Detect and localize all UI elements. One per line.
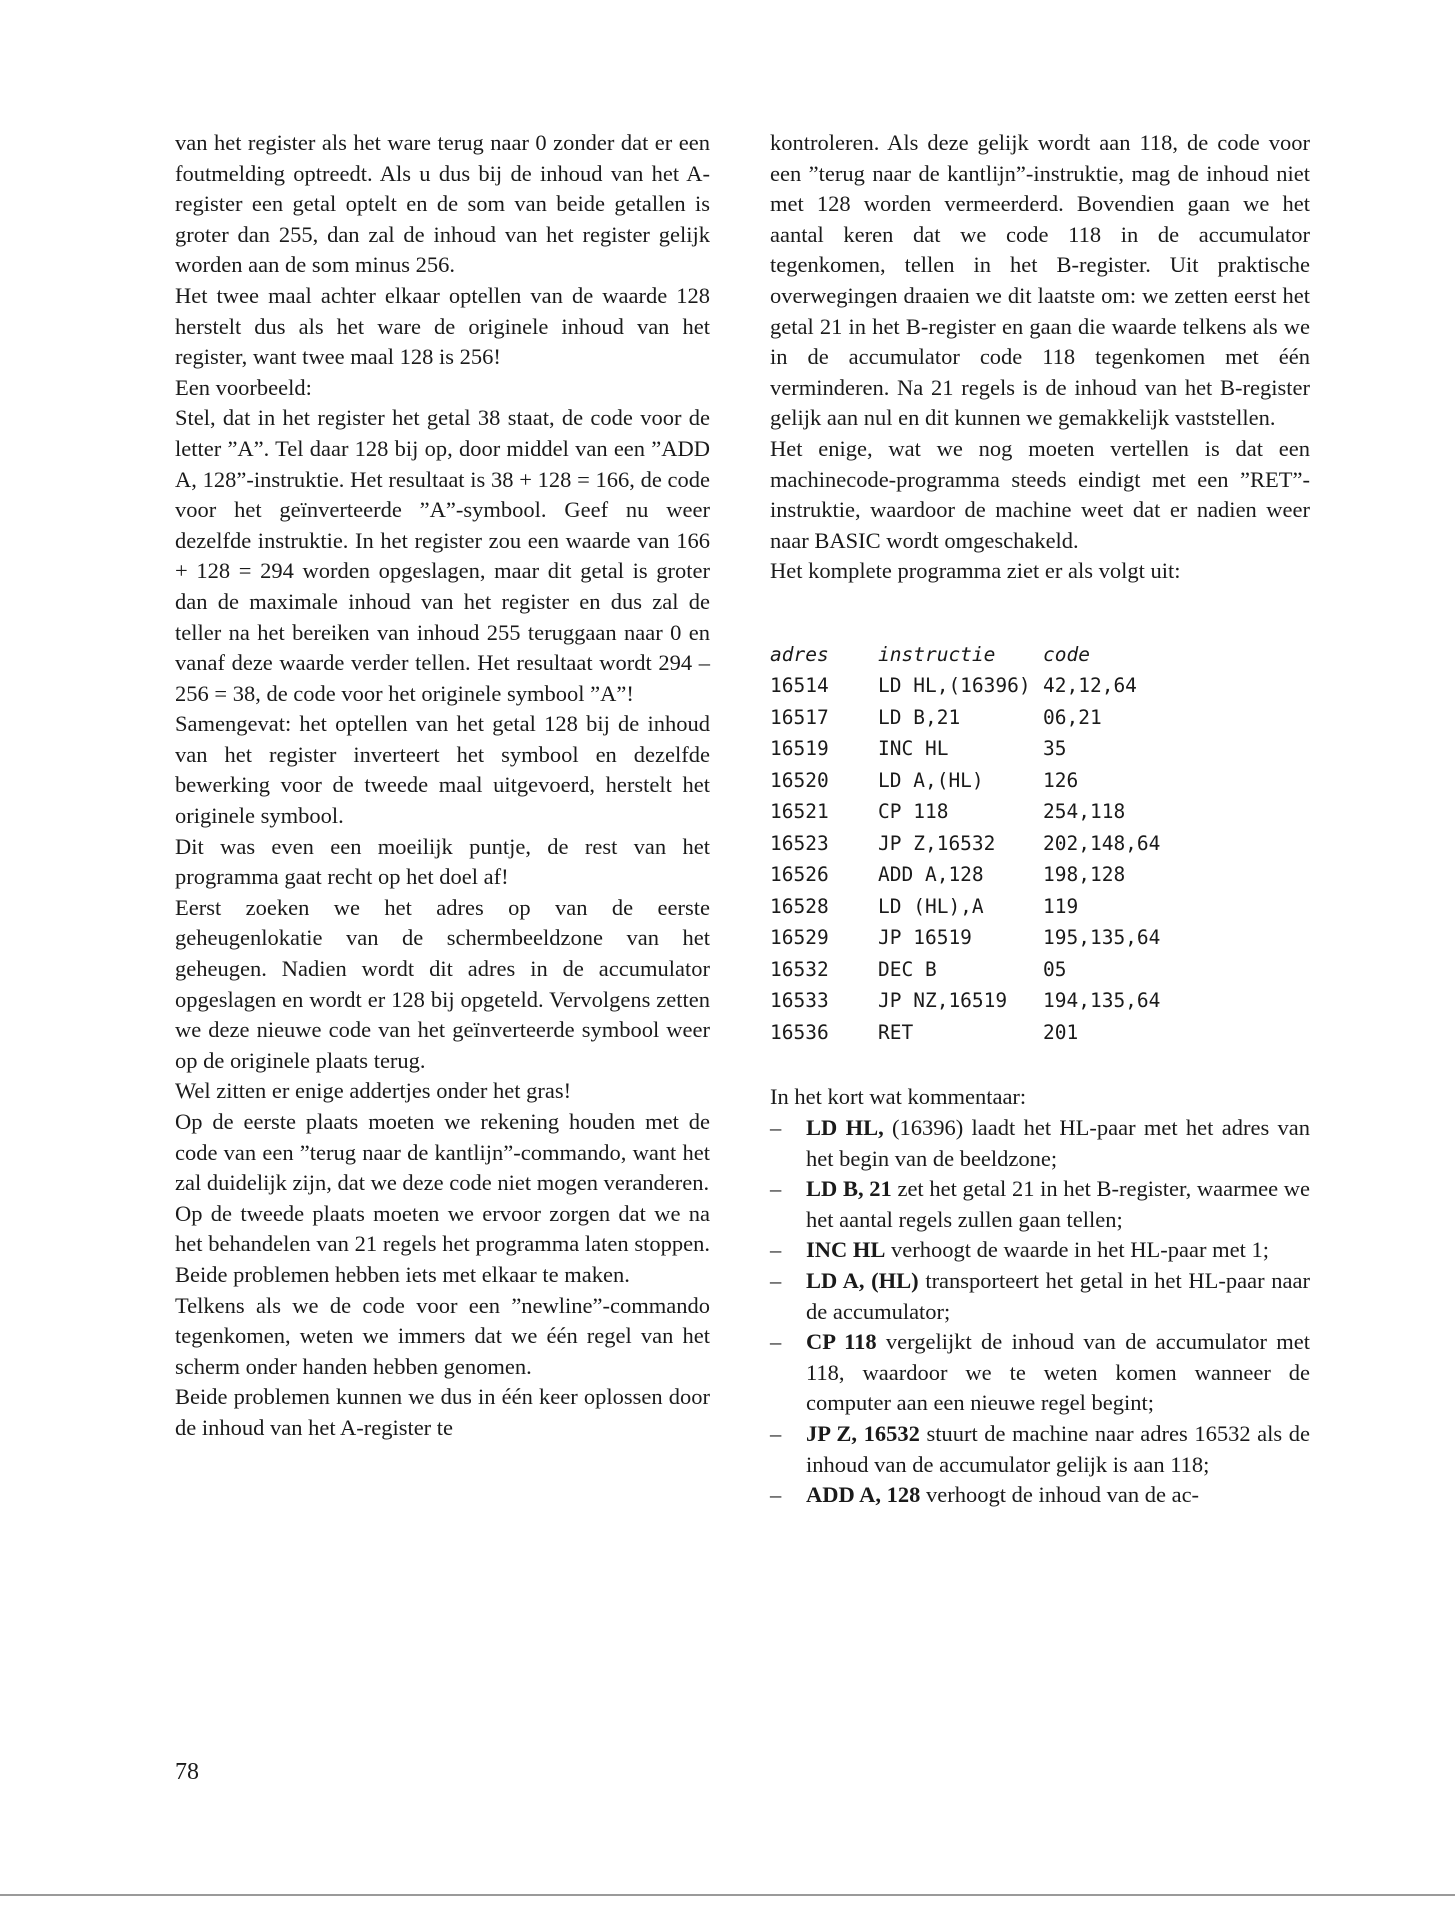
- bottom-rule: [0, 1894, 1455, 1896]
- program-instruction: DEC B: [878, 957, 937, 981]
- comment-instruction: LD B, 21: [806, 1176, 892, 1202]
- dash-bullet: –: [770, 1267, 782, 1293]
- program-address: 16533: [770, 989, 829, 1013]
- program-address: 16523: [770, 831, 829, 855]
- comment-item: [770, 1113, 1310, 1174]
- paragraph: Stel, dat in het register het getal 38 staat, de code voor de letter ”A”. Tel daar 128 bij op, door middel van een ”ADD A, 128”-instruktie. Het resultaat is 38 + 128 = 166, de code voor het geïnverteerde ”A”-symbool. Geef nu weer dezelfde instruktie. In het register zou een waarde van 166 + 128 = 294 worden opgeslagen, maar dit getal is groter dan de maximale inhoud van het register en dus zal de teller na het bereiken van inhoud 255 teruggaan naar 0 en vanaf deze waarde verder tellen. Het resultaat wordt 294 – 256 = 38, de code voor het originele symbool ”A”!: [175, 405, 710, 706]
- program-code: 119: [1043, 894, 1079, 918]
- program-instruction: JP 16519: [878, 926, 972, 950]
- paragraph: Beide problemen kunnen we dus in één keer oplossen door de inhoud van het A-register te: [175, 1384, 710, 1440]
- program-address: 16521: [770, 800, 829, 824]
- program-address: 16514: [770, 674, 829, 698]
- dash-bullet: –: [770, 1115, 782, 1140]
- page-number: 78: [175, 1759, 199, 1785]
- dash-bullet: –: [770, 1420, 782, 1446]
- program-instruction: CP 118: [878, 800, 949, 824]
- paragraph: Op de tweede plaats moeten we ervoor zorgen dat we na het behandelen van 21 regels het programma laten stoppen. Beide problemen hebben iets met elkaar te maken.: [175, 1200, 710, 1287]
- comment-text: zet het getal 21 in het B-register, waarmee we het aantal regels zullen gaan tellen;: [806, 1176, 1310, 1232]
- comment-text: stuurt de machine naar adres 16532 als de inhoud van de accumulator gelijk is aan 118;: [806, 1420, 1310, 1477]
- paragraph: Telkens als we de code voor een ”newline”-commando tegenkomen, weten we immers dat we één regel van het scherm onder handen hebben genomen.: [175, 1292, 710, 1379]
- program-instruction: ADD A,128: [878, 863, 984, 887]
- comment-instruction: INC HL: [806, 1237, 886, 1263]
- program-instruction: LD HL,(16396): [878, 674, 1031, 698]
- program-listing: [770, 639, 1160, 1049]
- comment-heading: In het kort wat kommentaar:: [770, 1084, 1027, 1110]
- program-header-row: [770, 639, 1160, 671]
- program-row: [770, 954, 1160, 986]
- program-row: [770, 765, 1160, 797]
- program-row: [770, 828, 1160, 860]
- program-row: [770, 891, 1160, 923]
- paragraph: Een voorbeeld:: [175, 374, 312, 400]
- program-address: 16526: [770, 863, 829, 887]
- program-code: 254,118: [1043, 800, 1126, 824]
- comment-text: verhoogt de inhoud van de ac-: [920, 1482, 1200, 1508]
- column-header-code: code: [1043, 642, 1090, 666]
- dash-bullet: –: [770, 1176, 782, 1202]
- comment-instruction: JP Z, 16532: [806, 1420, 920, 1446]
- paragraph: Samengevat: het optellen van het getal 128 bij de inhoud van het register inverteert het symbool en dezelfde bewerking voor de tweede maal uitgevoerd, herstelt het originele symbool.: [175, 711, 710, 829]
- program-code: 42,12,64: [1043, 674, 1137, 698]
- paragraph: Het enige, wat we nog moeten vertellen is dat een machinecode-programma steeds eindigt met een ”RET”-instruktie, waardoor de machine weet dat er nadien weer naar BASIC wordt omgeschakeld.: [770, 435, 1310, 553]
- right-column: [770, 128, 1310, 1511]
- program-code: 06,21: [1043, 705, 1102, 729]
- program-address: 16517: [770, 705, 829, 729]
- paragraph: kontroleren. Als deze gelijk wordt aan 118, de code voor een ”terug naar de kantlijn”-instruktie, mag de inhoud niet met 128 worden vermeerderd. Bovendien gaan we het aantal keren dat we code 118 in de accumulator tegenkomen, tellen in het B-register. Uit praktische overwegingen draaien we dit laatste om: we zetten eerst het getal 21 in het B-register en gaan die waarde telkens als we in de accumulator code 118 tegenkomen met één verminderen. Na 21 regels is de inhoud van het B-register gelijk aan nul en dit kunnen we gemakkelijk vaststellen.: [770, 130, 1310, 431]
- program-row: [770, 670, 1160, 702]
- program-instruction: JP Z,16532: [878, 831, 996, 855]
- program-row: [770, 796, 1160, 828]
- comment-list: [770, 1113, 1310, 1511]
- comment-item: [770, 1235, 1310, 1266]
- program-row: [770, 702, 1160, 734]
- program-code: 05: [1043, 957, 1067, 981]
- comment-instruction: CP 118: [806, 1329, 877, 1355]
- program-instruction: LD (HL),A: [878, 894, 984, 918]
- program-instruction: LD A,(HL): [878, 768, 984, 792]
- program-row: [770, 859, 1160, 891]
- paragraph: van het register als het ware terug naar 0 zonder dat er een foutmelding optreedt. Als u dus bij de inhoud van het A-register een getal optelt en de som van beide getallen is groter dan 255, dan zal de inhoud van het register gelijk worden aan de som minus 256.: [175, 130, 710, 278]
- program-instruction: JP NZ,16519: [878, 989, 1008, 1013]
- column-header-instructie: instructie: [878, 642, 996, 666]
- program-row: [770, 922, 1160, 954]
- program-code: 198,128: [1043, 863, 1126, 887]
- program-address: 16519: [770, 737, 829, 761]
- comment-item: [770, 1419, 1310, 1480]
- comment-text: (16396) laadt het HL-paar met het adres van het begin van de beeldzone;: [806, 1115, 1310, 1171]
- program-address: 16528: [770, 894, 829, 918]
- program-address: 16520: [770, 768, 829, 792]
- column-header-adres: adres: [770, 642, 829, 666]
- program-instruction: LD B,21: [878, 705, 961, 729]
- paragraph: Eerst zoeken we het adres op van de eerste geheugenlokatie van de schermbeeldzone van het geheugen. Nadien wordt dit adres in de accumulator opgeslagen en wordt er 128 bij opgeteld. Vervolgens zetten we deze nieuwe code van het geïnverteerde symbool weer op de originele plaats terug.: [175, 894, 710, 1073]
- program-code: 201: [1043, 1020, 1079, 1044]
- comment-item: [770, 1266, 1310, 1327]
- paragraph: Op de eerste plaats moeten we rekening houden met de code van een ”terug naar de kantlijn”-commando, want het zal duidelijk zijn, dat we deze code niet mogen veranderen.: [175, 1109, 710, 1196]
- comment-text: transporteert het getal in het HL-paar naar de accumulator;: [806, 1267, 1310, 1324]
- paragraph: Het komplete programma ziet er als volgt uit:: [770, 558, 1181, 584]
- program-code: 126: [1043, 768, 1079, 792]
- paragraph: Wel zitten er enige addertjes onder het gras!: [175, 1078, 572, 1104]
- program-instruction: INC HL: [878, 737, 949, 761]
- program-instruction: RET: [878, 1020, 914, 1044]
- program-address: 16536: [770, 1020, 829, 1044]
- program-row: [770, 733, 1160, 765]
- comment-text: verhoogt de waarde in het HL-paar met 1;: [885, 1237, 1269, 1263]
- program-row: [770, 985, 1160, 1017]
- program-address: 16532: [770, 957, 829, 981]
- program-body: [770, 670, 1160, 1048]
- dash-bullet: –: [770, 1482, 782, 1508]
- comment-instruction: ADD A, 128: [806, 1482, 921, 1508]
- program-code: 202,148,64: [1043, 831, 1161, 855]
- program-code: 195,135,64: [1043, 926, 1161, 950]
- program-code: 35: [1043, 737, 1067, 761]
- paragraph: Het twee maal achter elkaar optellen van de waarde 128 herstelt dus als het ware de originele inhoud van het register, want twee maal 128 is 256!: [175, 282, 710, 370]
- left-column: [175, 128, 710, 1444]
- program-address: 16529: [770, 926, 829, 950]
- comment-item: [770, 1174, 1310, 1235]
- dash-bullet: –: [770, 1329, 782, 1355]
- comment-text: vergelijkt de inhoud van de accumulator met 118, waardoor we te weten komen wanneer de computer aan een nieuwe regel begint;: [806, 1329, 1310, 1416]
- comment-instruction: LD HL,: [806, 1115, 884, 1140]
- paragraph: Dit was even een moeilijk puntje, de rest van het programma gaat recht op het doel af!: [175, 833, 710, 890]
- program-row: [770, 1017, 1160, 1049]
- comment-item: [770, 1480, 1310, 1511]
- dash-bullet: –: [770, 1237, 782, 1263]
- program-code: 194,135,64: [1043, 989, 1161, 1013]
- comment-item: [770, 1327, 1310, 1419]
- comment-instruction: LD A, (HL): [806, 1267, 919, 1293]
